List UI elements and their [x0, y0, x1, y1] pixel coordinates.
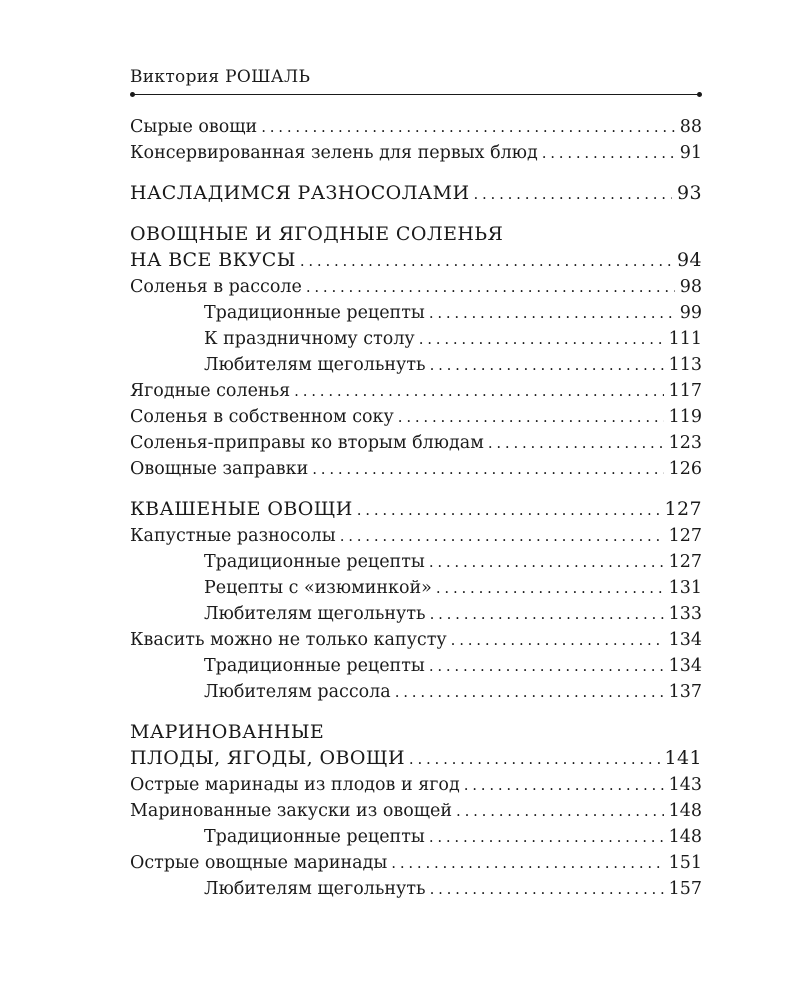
toc-entry-page: 98 — [679, 277, 702, 297]
toc-entry-page: 127 — [668, 526, 702, 546]
toc-entry-page: 91 — [679, 143, 702, 163]
toc-entry-title: Любителям щегольнуть — [204, 879, 426, 899]
dot-leader — [430, 352, 664, 378]
dot-leader — [419, 326, 664, 352]
toc-entry-title: КВАШЕНЫЕ ОВОЩИ — [130, 498, 353, 520]
toc-entry-page: 123 — [668, 433, 702, 453]
toc-entry-page: 119 — [668, 407, 702, 427]
toc-entry-page: 117 — [668, 381, 702, 401]
toc-entry-title: ПЛОДЫ, ЯГОДЫ, ОВОЩИ — [130, 747, 405, 769]
dot-leader — [261, 114, 674, 140]
toc-entry-title: Сырые овощи — [130, 117, 258, 137]
toc-entry-title: Соленья-приправы ко вторым блюдам — [130, 433, 484, 453]
dot-leader — [294, 378, 663, 404]
toc-entry-page: 127 — [668, 552, 702, 572]
toc-entry-title: Квасить можно не только капусту — [130, 630, 447, 650]
toc-subentry[interactable] — [130, 575, 702, 601]
dot-leader — [436, 575, 664, 601]
toc-entry[interactable] — [130, 850, 702, 876]
toc-entry-title: Капустные разносолы — [130, 526, 336, 546]
toc-entry-title: Любителям щегольнуть — [204, 355, 426, 375]
toc-subentry[interactable] — [130, 352, 702, 378]
toc-subentry[interactable] — [130, 653, 702, 679]
dot-leader — [488, 430, 664, 456]
toc-entry-page: 93 — [677, 182, 702, 204]
dot-leader — [306, 274, 675, 300]
toc-entry-title: Традиционные рецепты — [204, 303, 425, 323]
toc-entry-title: Ягодные соленья — [130, 381, 291, 401]
book-page — [130, 66, 702, 902]
toc-entry[interactable] — [130, 627, 702, 653]
toc-entry-title-line1: ОВОЩНЫЕ И ЯГОДНЫЕ СОЛЕНЬЯ — [130, 223, 504, 245]
toc-subentry[interactable] — [130, 300, 702, 326]
dot-leader — [542, 140, 675, 166]
toc-entry[interactable] — [130, 430, 702, 456]
toc-entry[interactable] — [130, 798, 702, 824]
toc-section-entry[interactable] — [130, 719, 702, 772]
toc-entry-page: 141 — [664, 747, 702, 769]
toc-entry-title-line1: МАРИНОВАННЫЕ — [130, 721, 325, 743]
toc-subentry[interactable] — [130, 601, 702, 627]
toc-entry-page: 88 — [679, 117, 702, 137]
rule-dot-right-icon — [697, 92, 702, 97]
toc-entry-page: 94 — [677, 249, 702, 271]
toc-entry-title: К праздничному столу — [204, 329, 415, 349]
toc-section-entry[interactable] — [130, 221, 702, 274]
toc-entry-page: 151 — [668, 853, 702, 873]
dot-leader — [312, 456, 663, 482]
dot-leader — [429, 549, 664, 575]
dot-leader — [429, 824, 664, 850]
toc-entry-page: 127 — [664, 498, 702, 520]
toc-subentry[interactable] — [130, 824, 702, 850]
dot-leader — [409, 746, 660, 772]
toc-entry-page: 148 — [668, 827, 702, 847]
toc-entry-title: Овощные заправки — [130, 459, 309, 479]
dot-leader — [429, 300, 675, 326]
toc-entry-page: 99 — [679, 303, 702, 323]
table-of-contents — [130, 114, 702, 902]
toc-subentry[interactable] — [130, 326, 702, 352]
toc-entry-title: Острые овощные маринады — [130, 853, 388, 873]
toc-entry-page: 137 — [668, 682, 702, 702]
toc-entry-title: Рецепты с «изюминкой» — [204, 578, 432, 598]
toc-entry-page: 134 — [668, 630, 702, 650]
toc-entry[interactable] — [130, 378, 702, 404]
dot-leader — [430, 876, 664, 902]
dot-leader — [456, 798, 664, 824]
toc-entry-page: 133 — [668, 604, 702, 624]
toc-entry-page: 111 — [668, 329, 702, 349]
toc-section-entry[interactable] — [130, 180, 702, 207]
dot-leader — [473, 181, 672, 207]
toc-entry-page: 131 — [668, 578, 702, 598]
toc-entry-page: 157 — [668, 879, 702, 899]
rule-line — [133, 94, 699, 95]
toc-entry-title: НА ВСЕ ВКУСЫ — [130, 249, 296, 271]
header-rule — [130, 91, 702, 99]
toc-entry-page: 126 — [668, 459, 702, 479]
toc-entry[interactable] — [130, 114, 702, 140]
dot-leader — [464, 772, 664, 798]
toc-entry[interactable] — [130, 140, 702, 166]
toc-entry[interactable] — [130, 456, 702, 482]
toc-subentry[interactable] — [130, 876, 702, 902]
toc-entry-page: 113 — [668, 355, 702, 375]
dot-leader — [340, 523, 664, 549]
toc-entry[interactable] — [130, 274, 702, 300]
toc-entry-title: НАСЛАДИМСЯ РАЗНОСОЛАМИ — [130, 182, 470, 204]
toc-subentry[interactable] — [130, 679, 702, 705]
toc-entry-title: Консервированная зелень для первых блюд — [130, 143, 538, 163]
dot-leader — [300, 248, 672, 274]
toc-entry[interactable] — [130, 772, 702, 798]
toc-entry-title: Традиционные рецепты — [204, 552, 425, 572]
toc-section-entry[interactable] — [130, 496, 702, 523]
toc-entry-title: Соленья в рассоле — [130, 277, 302, 297]
dot-leader — [398, 404, 664, 430]
toc-entry-title: Острые маринады из плодов и ягод — [130, 775, 460, 795]
running-head: Виктория РОШАЛЬ — [130, 67, 311, 87]
toc-entry[interactable] — [130, 404, 702, 430]
dot-leader — [391, 850, 663, 876]
toc-entry-title: Традиционные рецепты — [204, 656, 425, 676]
toc-entry-title: Маринованные закуски из овощей — [130, 801, 453, 821]
dot-leader — [430, 601, 664, 627]
dot-leader — [429, 653, 664, 679]
toc-entry-title: Традиционные рецепты — [204, 827, 425, 847]
dot-leader — [357, 497, 660, 523]
toc-entry-page: 134 — [668, 656, 702, 676]
toc-entry-title: Любителям щегольнуть — [204, 604, 426, 624]
toc-entry-title: Соленья в собственном соку — [130, 407, 394, 427]
toc-entry-page: 148 — [668, 801, 702, 821]
dot-leader — [451, 627, 664, 653]
toc-entry[interactable] — [130, 523, 702, 549]
dot-leader — [395, 679, 664, 705]
toc-entry-page: 143 — [668, 775, 702, 795]
toc-entry-title: Любителям рассола — [204, 682, 391, 702]
toc-subentry[interactable] — [130, 549, 702, 575]
